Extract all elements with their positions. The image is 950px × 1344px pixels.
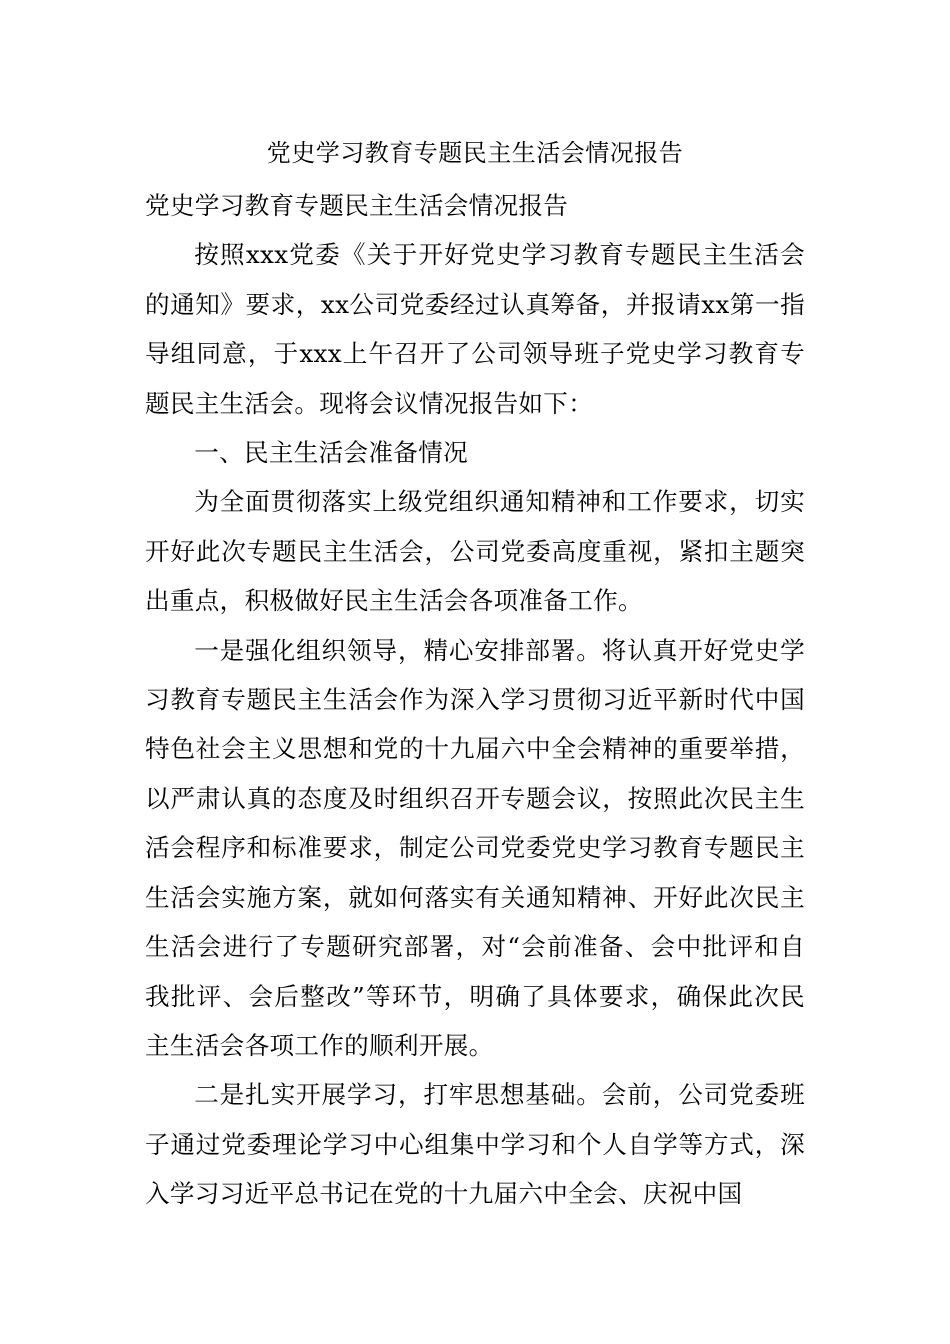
paragraph-point-two: 二是扎实开展学习，打牢思想基础。会前，公司党委班子通过党委理论学习中心组集中学习和个人自学等方式，深入学习习近平总书记在党的十九届六中全会、庆祝中国 xyxy=(145,1080,805,1209)
section-heading: 一、民主生活会准备情况 xyxy=(194,438,469,468)
document-title: 党史学习教育专题民主生活会情况报告 xyxy=(266,139,684,167)
document-body xyxy=(145,181,805,1219)
paragraph-preparation: 为全面贯彻落实上级党组织通知精神和工作要求，切实开好此次专题民主生活会，公司党委高度重视，紧扣主题突出重点，积极做好民主生活会各项准备工作。 xyxy=(145,487,805,616)
paragraph-point-one: 一是强化组织领导，精心安排部署。将认真开好党史学习教育专题民主生活会作为深入学习贯彻习近平新时代中国特色社会主义思想和党的十九届六中全会精神的重要举措，以严肃认真的态度及时组织召开专题会议，按照此次民主生活会程序和标准要求，制定公司党委党史学习教育专题民主生活会实施方案，就如何落实有关通知精神、开好此次民主生活会进行了专题研究部署，对“会前准备、会中批评和自我批评、会后整改”等环节，明确了具体要求，确保此次民主生活会各项工作的顺利开展。 xyxy=(145,635,805,1060)
paragraph-intro: 按照xxx党委《关于开好党史学习教育专题民主生活会的通知》要求，xx公司党委经过认真筹备，并报请xx第一指导组同意，于xxx上午召开了公司领导班子党史学习教育专题民主生活会。现将会议情况报告如下： xyxy=(145,240,805,418)
document-subtitle: 党史学习教育专题民主生活会情况报告 xyxy=(145,191,569,220)
